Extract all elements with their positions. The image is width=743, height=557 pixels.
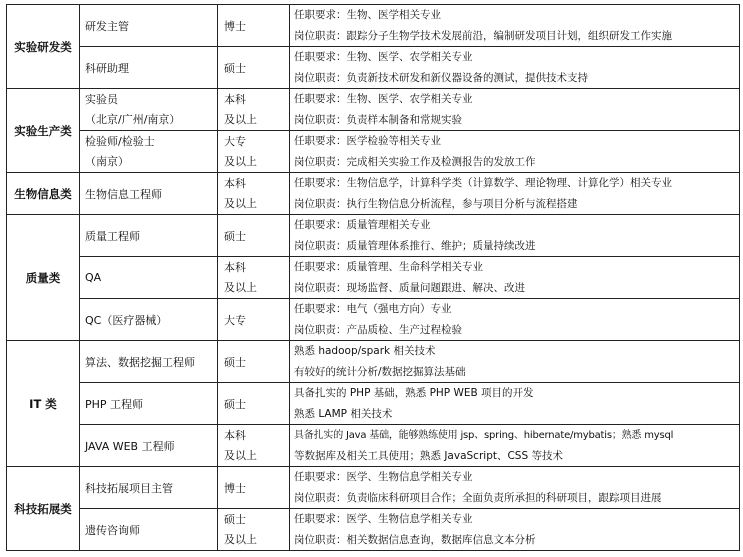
- position-cell: 实验员 （北京/广州/南京）: [80, 89, 218, 131]
- requirement-line: 任职要求：质量管理、生命科学相关专业: [294, 261, 483, 273]
- education-cell: 大专 及以上: [218, 131, 290, 173]
- position-cell: PHP 工程师: [80, 383, 218, 425]
- position-cell: 遗传咨询师: [80, 509, 218, 551]
- education-cell: 博士: [218, 5, 290, 47]
- position-cell: 生物信息工程师: [80, 173, 218, 215]
- duty-line: 岗位职责：完成相关实验工作及检测报告的发放工作: [294, 156, 536, 168]
- requirement-line: 任职要求：生物、医学、农学相关专业: [294, 51, 473, 63]
- requirement-line: 熟悉 hadoop/spark 相关技术: [294, 345, 436, 357]
- education-cell: 本科 及以上: [218, 89, 290, 131]
- education-cell: 硕士 及以上: [218, 509, 290, 551]
- category-cell: 生物信息类: [7, 173, 80, 215]
- requirement-line: 任职要求：质量管理相关专业: [294, 219, 431, 231]
- job-table: [6, 4, 740, 551]
- requirement-line: 任职要求：电气（强电方向）专业: [294, 303, 452, 315]
- requirement-line: 任职要求：生物、医学、农学相关专业: [294, 93, 473, 105]
- requirement-cell: [290, 467, 740, 509]
- position-cell: 算法、数据挖掘工程师: [80, 341, 218, 383]
- duty-line: 岗位职责：相关数据信息查询，数据库信息文本分析: [294, 534, 536, 546]
- education-cell: 硕士: [218, 383, 290, 425]
- requirement-cell: [290, 89, 740, 131]
- table-row: [7, 299, 740, 341]
- table-row: [7, 215, 740, 257]
- table-row: [7, 425, 740, 467]
- requirement-line: 任职要求：医学、生物信息学相关专业: [294, 513, 473, 525]
- position-cell: 研发主管: [80, 5, 218, 47]
- education-cell: 硕士: [218, 215, 290, 257]
- position-cell: 检验师/检验士 （南京）: [80, 131, 218, 173]
- table-row: [7, 467, 740, 509]
- table-row: [7, 5, 740, 47]
- duty-line: 岗位职责：负责新技术研发和新仪器设备的测试，提供技术支持: [294, 72, 588, 84]
- duty-line: 岗位职责：质量管理体系推行、维护；质量持续改进: [294, 240, 536, 252]
- education-cell: 本科 及以上: [218, 257, 290, 299]
- category-cell: 质量类: [7, 215, 80, 341]
- duty-line: 岗位职责：产品质检、生产过程检验: [294, 324, 462, 336]
- duty-line: 岗位职责：负责临床科研项目合作；全面负责所承担的科研项目，跟踪项目进展: [294, 492, 662, 504]
- duty-line: 岗位职责：现场监督、质量问题跟进、解决、改进: [294, 282, 525, 294]
- position-cell: 科技拓展项目主管: [80, 467, 218, 509]
- table-row: [7, 383, 740, 425]
- duty-line: 熟悉 LAMP 相关技术: [294, 408, 393, 420]
- position-cell: QC（医疗器械）: [80, 299, 218, 341]
- requirement-cell: [290, 257, 740, 299]
- requirement-line: 任职要求：医学检验等相关专业: [294, 135, 441, 147]
- duty-line: 岗位职责：负责样本制备和常规实验: [294, 114, 462, 126]
- requirement-line: 任职要求：生物、医学相关专业: [294, 9, 441, 21]
- duty-line: 岗位职责：执行生物信息分析流程，参与项目分析与流程搭建: [294, 198, 578, 210]
- requirement-cell: [290, 299, 740, 341]
- table-row: [7, 173, 740, 215]
- table-row: [7, 47, 740, 89]
- requirement-line: 任职要求：医学、生物信息学相关专业: [294, 471, 473, 483]
- requirement-line: 具备扎实的 Java 基础，能够熟练使用 jsp、spring、hibernate/mybatis；熟悉 mysql: [294, 430, 674, 441]
- table-row: [7, 131, 740, 173]
- requirement-cell: [290, 425, 740, 467]
- table-row: [7, 341, 740, 383]
- category-cell: 科技拓展类: [7, 467, 80, 551]
- category-cell: 实验研发类: [7, 5, 80, 89]
- requirement-cell: [290, 509, 740, 551]
- category-cell: IT 类: [7, 341, 80, 467]
- requirement-cell: [290, 383, 740, 425]
- duty-line: 岗位职责：跟踪分子生物学技术发展前沿，编制研发项目计划，组织研发工作实施: [294, 30, 672, 42]
- position-cell: 质量工程师: [80, 215, 218, 257]
- education-cell: 博士: [218, 467, 290, 509]
- requirement-cell: [290, 47, 740, 89]
- duty-line: 有较好的统计分析/数据挖掘算法基础: [294, 366, 466, 378]
- education-cell: 本科 及以上: [218, 425, 290, 467]
- requirement-line: 具备扎实的 PHP 基础，熟悉 PHP WEB 项目的开发: [294, 387, 534, 399]
- education-cell: 大专: [218, 299, 290, 341]
- position-cell: QA: [80, 257, 218, 299]
- duty-line: 等数据库及相关工具使用；熟悉 JavaScript、CSS 等技术: [294, 450, 563, 462]
- requirement-cell: [290, 173, 740, 215]
- requirement-cell: [290, 131, 740, 173]
- table-row: [7, 89, 740, 131]
- position-cell: JAVA WEB 工程师: [80, 425, 218, 467]
- requirement-cell: [290, 341, 740, 383]
- position-cell: 科研助理: [80, 47, 218, 89]
- education-cell: 硕士: [218, 341, 290, 383]
- education-cell: 硕士: [218, 47, 290, 89]
- table-row: [7, 257, 740, 299]
- requirement-cell: [290, 5, 740, 47]
- education-cell: 本科 及以上: [218, 173, 290, 215]
- table-row: [7, 509, 740, 551]
- requirement-cell: [290, 215, 740, 257]
- category-cell: 实验生产类: [7, 89, 80, 173]
- requirement-line: 任职要求：生物信息学，计算科学类（计算数学、理论物理、计算化学）相关专业: [294, 177, 672, 189]
